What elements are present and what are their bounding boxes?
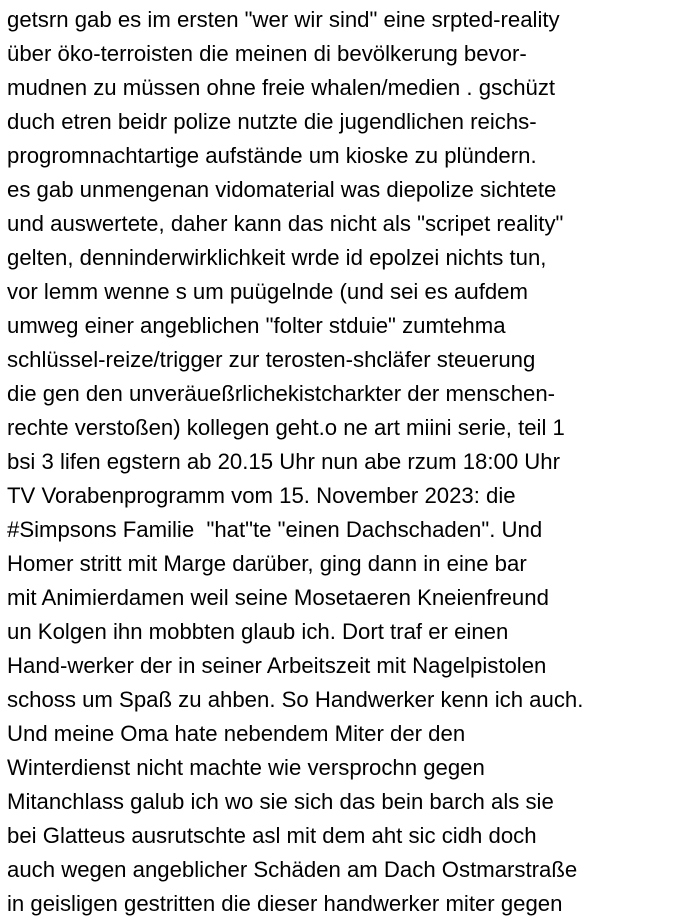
text-line: die gen den unveräueßrlichekistcharkter der menschen- (7, 381, 556, 406)
text-line: progromnachtartige aufstände um kioske zu plündern. (7, 143, 537, 168)
text-line: un Kolgen ihn mobbten glaub ich. Dort traf er einen (7, 619, 509, 644)
text-line: schlüssel-reize/trigger zur terosten-shcläfer steuerung (7, 347, 536, 372)
text-line: rechte verstoßen) kollegen geht.o ne art miini serie, teil 1 (7, 415, 565, 440)
text-line: Winterdienst nicht machte wie versprochn gegen (7, 755, 485, 780)
text-line: Und meine Oma hate nebendem Miter der den (7, 721, 466, 746)
text-line: es gab unmengenan vidomaterial was diepolize sichtete (7, 177, 557, 202)
text-line: gelten, denninderwirklichkeit wrde id epolzei nichts tun, (7, 245, 547, 270)
text-line: umweg einer angeblichen "folter stduie" zumtehma (7, 313, 506, 338)
text-line: und auswertete, daher kann das nicht als "scripet reality" (7, 211, 564, 236)
text-line: Hand-werker der in seiner Arbeitszeit mit Nagelpistolen (7, 653, 547, 678)
text-line: auch wegen angeblicher Schäden am Dach Ostmarstraße (7, 857, 578, 882)
document-text (7, 3, 683, 921)
text-line: schoss um Spaß zu ahben. So Handwerker kenn ich auch. (7, 687, 584, 712)
text-line: bsi 3 lifen egstern ab 20.15 Uhr nun abe rzum 18:00 Uhr (7, 449, 561, 474)
text-line: vor lemm wenne s um puügelnde (und sei es aufdem (7, 279, 528, 304)
text-line: TV Vorabenprogramm vom 15. November 2023: die (7, 483, 516, 508)
text-line: getsrn gab es im ersten "wer wir sind" eine srpted-reality (7, 7, 560, 32)
text-line: über öko-terroisten die meinen di bevölkerung bevor- (7, 41, 527, 66)
text-line: mit Animierdamen weil seine Mosetaeren Kneienfreund (7, 585, 549, 610)
text-line: Homer stritt mit Marge darüber, ging dann in eine bar (7, 551, 527, 576)
text-line: bei Glatteus ausrutschte asl mit dem aht sic cidh doch (7, 823, 537, 848)
text-line: mudnen zu müssen ohne freie whalen/medien . gschüzt (7, 75, 556, 100)
text-line: in geisligen gestritten die dieser handwerker miter gegen (7, 891, 563, 916)
text-line: Mitanchlass galub ich wo sie sich das bein barch als sie (7, 789, 554, 814)
text-line: #Simpsons Familie "hat"te "einen Dachschaden". Und (7, 517, 543, 542)
text-line: duch etren beidr polize nutzte die jugendlichen reichs- (7, 109, 537, 134)
